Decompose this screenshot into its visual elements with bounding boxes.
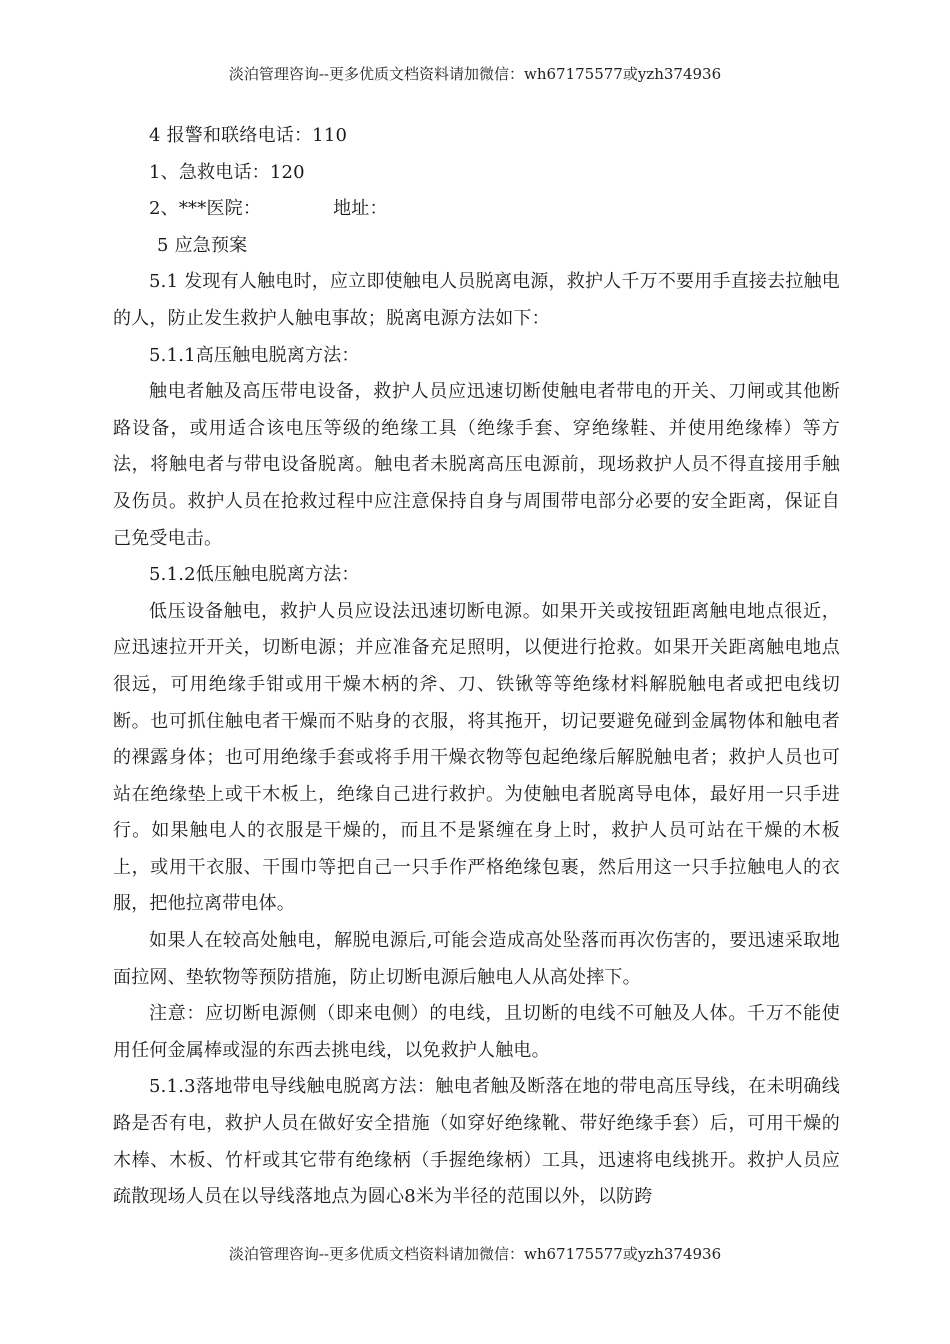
paragraph-note: 注意：应切断电源侧（即来电侧）的电线，且切断的电线不可触及人体。千万不能使用任何金属棒或湿的东西去挑电线，以免救护人触电。 xyxy=(113,1003,840,1061)
section-5-title: 5 应急预案 xyxy=(157,234,248,256)
paragraph-5-1-3: 5.1.3落地带电导线触电脱离方法：触电者触及断落在地的带电高压导线，在未明确线路是否有电，救护人员在做好安全措施（如穿好绝缘靴、带好绝缘手套）后，可用干燥的木棒、木板、竹杆或其它带有绝缘柄（手握绝缘柄）工具，迅速将电线挑开。救护人员应疏散现场人员在以导线落地点为圆心8米为半径的范围以外，以防跨 xyxy=(113,1076,840,1208)
paragraph-5-1-2: 低压设备触电，救护人员应设法迅速切断电源。如果开关或按钮距离触电地点很近，应迅速拉开开关，切断电源；并应准备充足照明，以便进行抢救。如果开关距离触电地点很远，可用绝缘手钳或用干燥木柄的斧、刀、铁锹等等绝缘材料解脱触电者或把电线切断。也可抓住触电者干燥而不贴身的衣服，将其拖开，切记要避免碰到金属物体和触电者的裸露身体；也可用绝缘手套或将手用干燥衣物等包起绝缘后解脱触电者；救护人员也可站在绝缘垫上或干木板上，绝缘自己进行救护。为使触电者脱离导电体，最好用一只手进行。如果触电人的衣服是干燥的，而且不是紧缠在身上时，救护人员可站在干燥的木板上，或用干衣服、干围巾等把自己一只手作严格绝缘包裹，然后用这一只手拉触电人的衣服，把他拉离带电体。 xyxy=(113,600,840,915)
page-header: 淡泊管理咨询--更多优质文档资料请加微信：wh67175577或yzh374936 xyxy=(228,65,722,83)
document-body xyxy=(113,118,840,1216)
alarm-phone-line: 4 报警和联络电话：110 xyxy=(149,125,348,146)
address-label: 地址： xyxy=(333,198,388,220)
paragraph-5-1: 5.1 发现有人触电时，应立即使触电人员脱离电源，救护人千万不要用手直接去拉触电的人，防止发生救护人触电事故；脱离电源方法如下： xyxy=(113,271,840,329)
hospital-line xyxy=(113,191,840,228)
paragraph-height-electrocution: 如果人在较高处触电，解脱电源后,可能会造成高处坠落而再次伤害的，要迅速采取地面拉网、垫软物等预防措施，防止切断电源后触电人从高处摔下。 xyxy=(113,930,840,988)
page-footer: 淡泊管理咨询--更多优质文档资料请加微信：wh67175577或yzh374936 xyxy=(228,1245,722,1263)
heading-5-1-2: 5.1.2低压触电脱离方法： xyxy=(149,564,360,586)
hospital-label: 2、***医院： xyxy=(149,198,262,220)
heading-5-1-1: 5.1.1高压触电脱离方法： xyxy=(149,344,360,366)
first-aid-phone-line: 1、急救电话：120 xyxy=(149,161,305,183)
paragraph-5-1-1: 触电者触及高压带电设备，救护人员应迅速切断使触电者带电的开关、刀闸或其他断路设备，或用适合该电压等级的绝缘工具（绝缘手套、穿绝缘鞋、并使用绝缘棒）等方法，将触电者与带电设备脱离。触电者未脱离高压电源前，现场救护人员不得直接用手触及伤员。救护人员在抢救过程中应注意保持自身与周围带电部分必要的安全距离，保证自己免受电击。 xyxy=(113,381,840,549)
